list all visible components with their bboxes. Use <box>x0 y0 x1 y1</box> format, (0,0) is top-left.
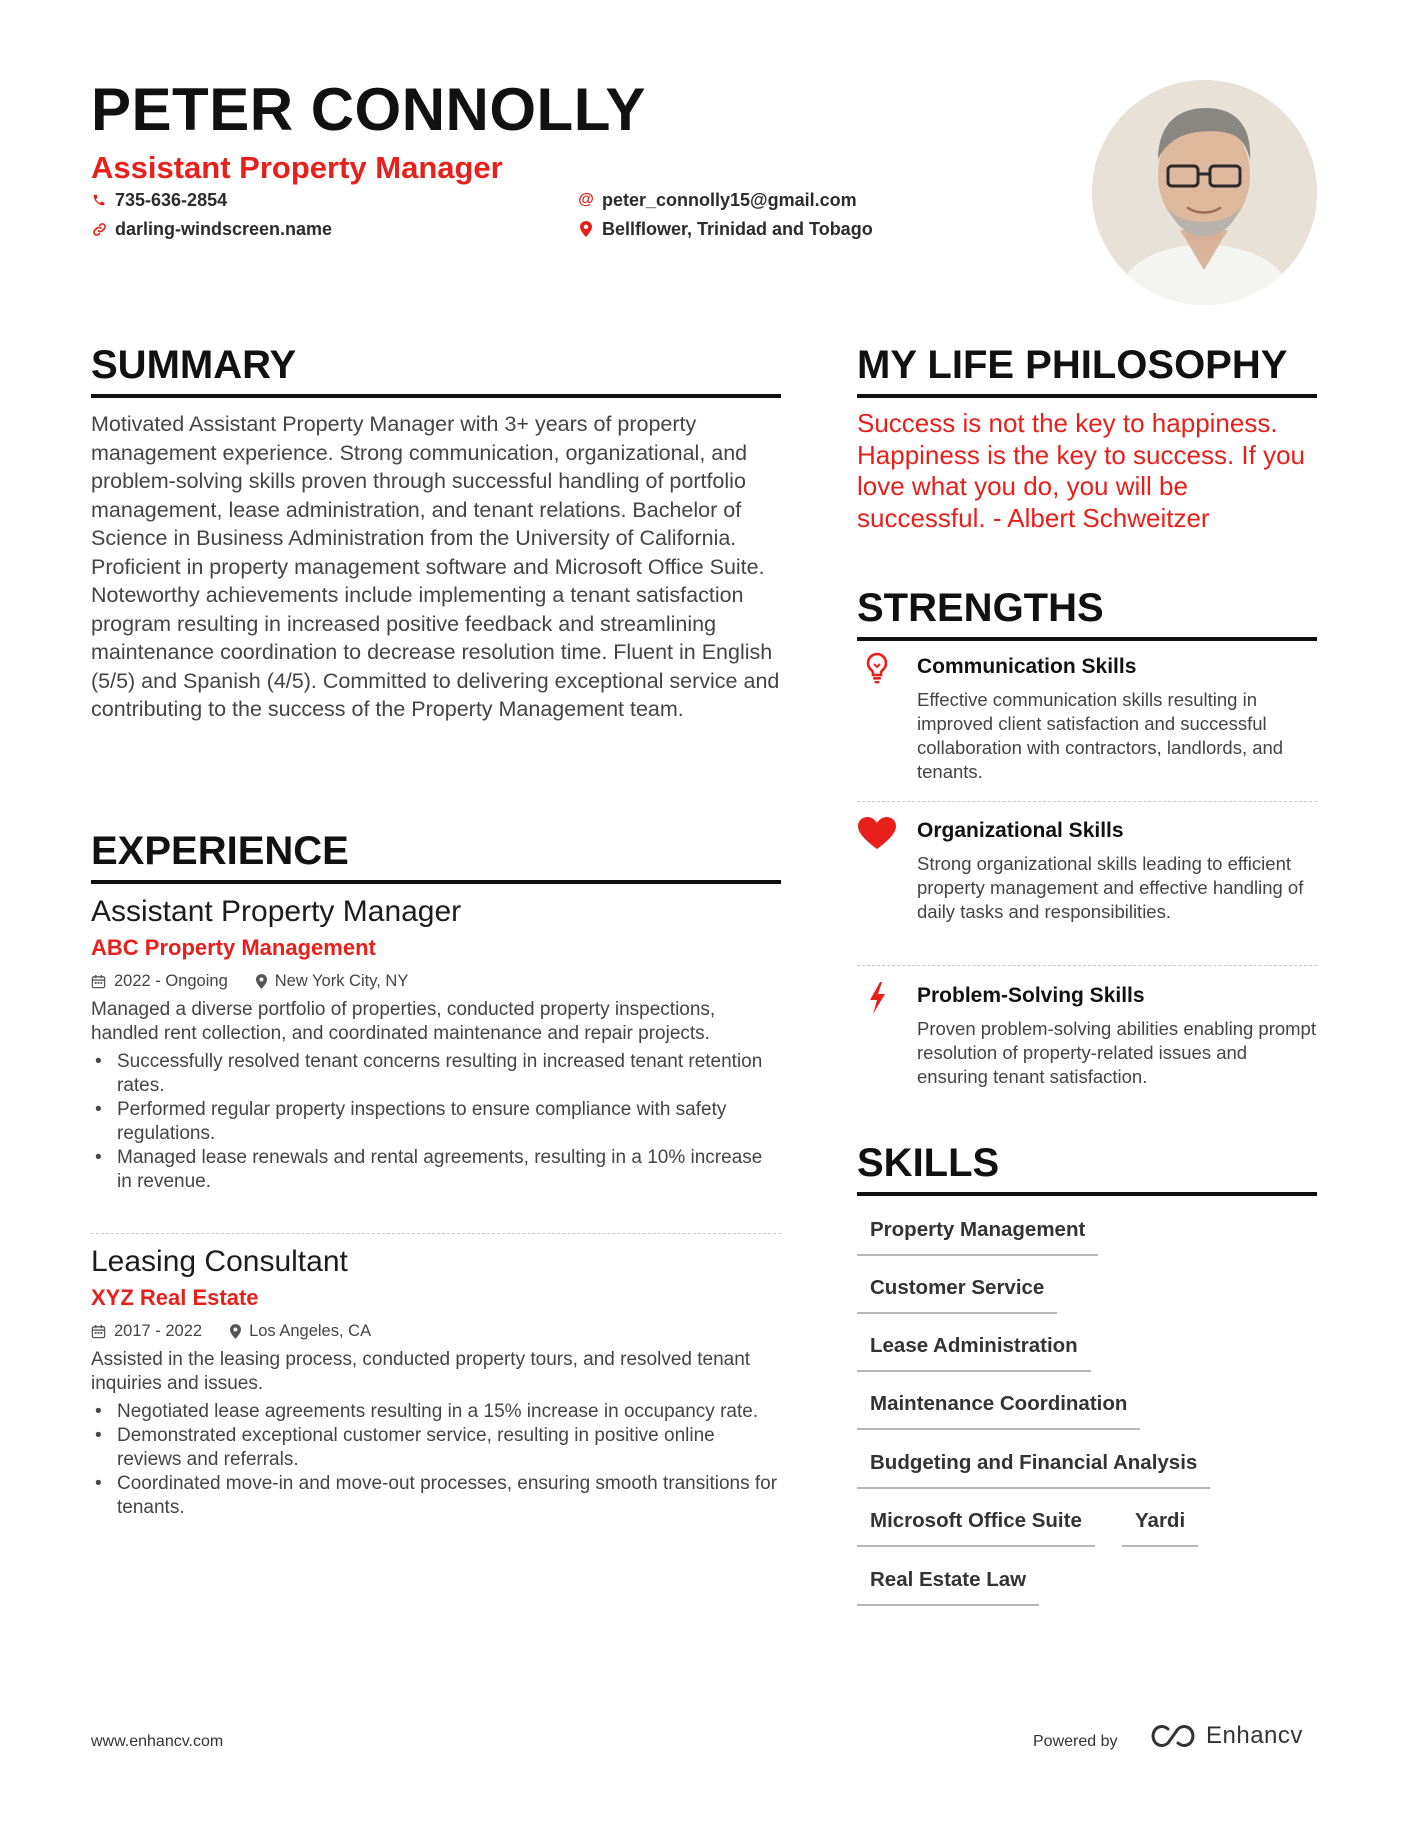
candidate-name: PETER CONNOLLY <box>91 76 646 143</box>
job-entry <box>91 894 781 1194</box>
skill-tag: Property Management <box>857 1218 1098 1256</box>
calendar-icon <box>91 1324 106 1339</box>
job-location-text: New York City, NY <box>274 972 409 990</box>
strength-item <box>857 652 1319 802</box>
philosophy-quote: Success is not the key to happiness. Happiness is the key to success. If you love what you do, you will be successful. - Albert Schweitzer <box>857 408 1305 533</box>
experience-heading: EXPERIENCE <box>91 828 781 884</box>
job-company: ABC Property Management <box>91 935 376 960</box>
skill-tag: Yardi <box>1122 1509 1198 1547</box>
email-text[interactable]: peter_connolly15@gmail.com <box>602 190 857 210</box>
philosophy-heading: MY LIFE PHILOSOPHY <box>857 342 1317 398</box>
summary-heading: SUMMARY <box>91 342 781 398</box>
location-text: Bellflower, Trinidad and Tobago <box>602 219 873 239</box>
job-dates <box>91 970 228 992</box>
skills-heading: SKILLS <box>857 1140 1317 1196</box>
powered-by-label: Powered by <box>1033 1733 1118 1750</box>
job-bullet: • Managed lease renewals and rental agreements, resulting in a 10% increase in revenue. <box>91 1146 781 1194</box>
brand-name: Enhancv <box>1206 1722 1303 1749</box>
strength-title: Problem-Solving Skills <box>917 984 1145 1007</box>
skill-tag: Microsoft Office Suite <box>857 1509 1095 1547</box>
job-dates-text: 2017 - 2022 <box>114 1322 203 1340</box>
at-icon: @ <box>578 191 594 208</box>
brand-logo[interactable] <box>1150 1722 1303 1750</box>
contact-website <box>91 218 332 240</box>
enhancv-logo-icon <box>1150 1723 1196 1749</box>
job-company: XYZ Real Estate <box>91 1285 259 1310</box>
job-dates <box>91 1320 202 1342</box>
job-dates-text: 2022 - Ongoing <box>114 972 228 990</box>
job-description: Managed a diverse portfolio of properties, conducted property inspections, handled rent collection, and coordinated maintenance and repair projects. <box>91 999 716 1044</box>
portrait-illustration <box>1092 80 1317 305</box>
job-bullets <box>91 1050 781 1194</box>
job-location <box>230 1320 371 1342</box>
phone-icon <box>91 192 107 208</box>
link-icon <box>91 221 107 237</box>
skill-tag: Budgeting and Financial Analysis <box>857 1451 1210 1489</box>
skill-tag: Lease Administration <box>857 1334 1091 1372</box>
strength-divider <box>857 801 1317 802</box>
strength-item <box>857 816 1319 966</box>
contact-location <box>578 218 873 240</box>
job-bullet: • Demonstrated exceptional customer service, resulting in positive online reviews and referrals. <box>91 1424 781 1472</box>
website-text[interactable]: darling-windscreen.name <box>115 219 333 239</box>
skill-tag: Real Estate Law <box>857 1568 1039 1606</box>
job-bullet: • Coordinated move-in and move-out processes, ensuring smooth transitions for tenants. <box>91 1472 781 1520</box>
strength-divider <box>857 965 1317 966</box>
job-location-text: Los Angeles, CA <box>249 1322 372 1340</box>
phone-text[interactable]: 735-636-2854 <box>115 190 228 210</box>
strength-description: Proven problem-solving abilities enabling prompt resolution of property-related issues and ensuring tenant satisfaction. <box>917 1018 1316 1087</box>
strength-description: Effective communication skills resulting in improved client satisfaction and successful collaboration with contractors, landlords, and tenants. <box>917 689 1284 782</box>
location-pin-icon <box>578 221 594 237</box>
skill-tag: Customer Service <box>857 1276 1057 1314</box>
job-bullets <box>91 1400 781 1520</box>
job-description: Assisted in the leasing process, conducted property tours, and resolved tenant inquiries and issues. <box>91 1349 751 1394</box>
job-meta <box>91 1320 781 1342</box>
contact-email <box>578 189 857 211</box>
strength-title: Organizational Skills <box>917 819 1124 842</box>
candidate-title: Assistant Property Manager <box>91 150 503 185</box>
profile-photo <box>1092 80 1317 305</box>
job-entry <box>91 1244 781 1520</box>
job-role: Leasing Consultant <box>91 1245 348 1278</box>
job-divider <box>91 1233 781 1234</box>
strength-item <box>857 981 1319 1101</box>
strength-description: Strong organizational skills leading to efficient property management and effective handling of daily tasks and responsibilities. <box>917 853 1304 922</box>
lightbulb-icon <box>857 652 897 688</box>
skill-tag: Maintenance Coordination <box>857 1392 1140 1430</box>
job-bullet: • Performed regular property inspections to ensure compliance with safety regulations. <box>91 1098 781 1146</box>
job-bullet: • Successfully resolved tenant concerns resulting in increased tenant retention rates. <box>91 1050 781 1098</box>
location-pin-icon <box>230 1324 241 1339</box>
strengths-heading: STRENGTHS <box>857 585 1317 641</box>
job-meta <box>91 970 781 992</box>
heart-icon <box>857 816 897 852</box>
footer-website[interactable]: www.enhancv.com <box>91 1733 224 1750</box>
strength-title: Communication Skills <box>917 655 1137 678</box>
calendar-icon <box>91 974 106 989</box>
summary-text: Motivated Assistant Property Manager with 3+ years of property management experience. Strong communication, organizational, and problem-solving skills proven through successful handling of portfolio management, lease administration, and tenant relations. Bachelor of Science in Business Administration from the University of California. Proficient in property management software and Microsoft Office Suite. Noteworthy achievements include implementing a tenant satisfaction program resulting in increased positive feedback and streamlining maintenance coordination to decrease resolution time. Fluent in English (5/5) and Spanish (4/5). Committed to delivering exceptional service and contributing to the success of the Property Management team. <box>91 412 780 721</box>
location-pin-icon <box>256 974 267 989</box>
job-role: Assistant Property Manager <box>91 895 462 928</box>
lightning-icon <box>857 981 897 1017</box>
job-location <box>256 970 409 992</box>
contact-phone <box>91 189 227 211</box>
job-bullet: • Negotiated lease agreements resulting in a 15% increase in occupancy rate. <box>91 1400 781 1424</box>
